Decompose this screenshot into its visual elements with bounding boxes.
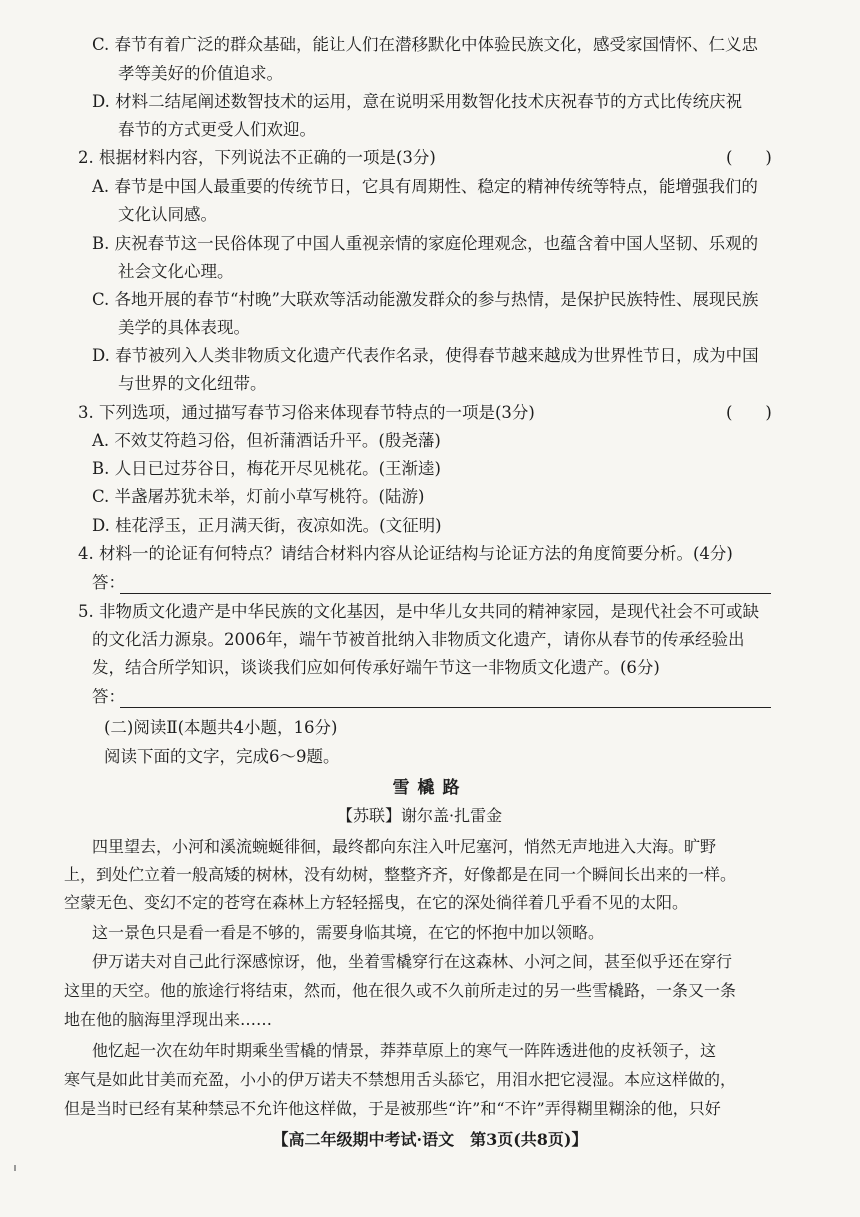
story-author: 【苏联】谢尔盖·扎雷金 bbox=[337, 806, 503, 825]
page-footer: 【高二年级期中考试·语文 第3页(共8页)】 bbox=[272, 1130, 588, 1149]
story-p3-line3: 地在他的脑海里浮现出来…… bbox=[64, 1010, 273, 1029]
q2-option-d-line1: D. 春节被列入人类非物质文化遗产代表作名录，使得春节越来越成为世界性节日，成为中国 bbox=[92, 346, 759, 365]
story-p2-line1: 这一景色只是看一看是不够的，需要身临其境，在它的怀抱中加以领略。 bbox=[92, 923, 605, 942]
q2-option-a-line1: A. 春节是中国人最重要的传统节日，它具有周期性、稳定的精神传统等特点，能增强我们的 bbox=[92, 177, 758, 196]
q5-stem-line2: 的文化活力源泉。2006年，端午节被首批纳入非物质文化遗产，请你从春节的传承经验出 bbox=[92, 630, 745, 649]
q4-stem: 4. 材料一的论证有何特点？请结合材料内容从论证结构与论证方法的角度简要分析。(4分) bbox=[78, 544, 733, 563]
section2-heading: (二)阅读Ⅱ(本题共4小题，16分) bbox=[104, 718, 338, 737]
q4-answer-label: 答： bbox=[92, 573, 125, 592]
q3-option-a: A. 不效艾符趋习俗，但祈蒲酒话升平。(殷尧藩) bbox=[92, 431, 441, 450]
q3-option-c: C. 半盏屠苏犹未举，灯前小草写桃符。(陆游) bbox=[92, 487, 425, 506]
story-p1-line1: 四里望去，小河和溪流蜿蜒徘徊，最终都向东注入叶尼塞河，悄然无声地进入大海。旷野 bbox=[92, 837, 717, 856]
q1-option-c-line2: 孝等美好的价值追求。 bbox=[118, 64, 283, 83]
q2-answer-paren: ( ) bbox=[726, 148, 772, 167]
story-p4-line1: 他忆起一次在幼年时期乘坐雪橇的情景，莽莽草原上的寒气一阵阵透进他的皮袄领子，这 bbox=[92, 1041, 717, 1060]
story-p1-line3: 空蒙无色、变幻不定的苍穹在森林上方轻轻摇曳，在它的深处徜徉着几乎看不见的太阳。 bbox=[64, 893, 689, 912]
q5-stem-line3: 发，结合所学知识，谈谈我们应如何传承好端午节这一非物质文化遗产。(6分) bbox=[92, 658, 660, 677]
q5-answer-line[interactable] bbox=[120, 707, 771, 708]
q2-option-b-line2: 社会文化心理。 bbox=[118, 262, 234, 281]
q3-option-b: B. 人日已过芬谷日，梅花开尽见桃花。(王渐逵) bbox=[92, 459, 441, 478]
q1-option-d-line2: 春节的方式更受人们欢迎。 bbox=[118, 120, 316, 139]
q2-option-d-line2: 与世界的文化纽带。 bbox=[118, 374, 267, 393]
story-p3-line1: 伊万诺夫对自己此行深感惊讶，他，坐着雪橇穿行在这森林、小河之间，甚至似乎还在穿行 bbox=[92, 952, 733, 971]
q1-option-d-line1: D. 材料二结尾阐述数智技术的运用，意在说明采用数智化技术庆祝春节的方式比传统庆祝 bbox=[92, 92, 743, 111]
story-title: 雪橇路 bbox=[392, 778, 468, 798]
story-p3-line2: 这里的天空。他的旅途行将结束，然而，他在很久或不久前所走过的另一些雪橇路，一条又一条 bbox=[64, 981, 737, 1000]
story-p4-line3: 但是当时已经有某种禁忌不允许他这样做，于是被那些“许”和“不许”弄得糊里糊涂的他，只好 bbox=[64, 1099, 721, 1118]
q3-stem: 3. 下列选项，通过描写春节习俗来体现春节特点的一项是(3分) bbox=[78, 403, 535, 422]
story-p1-line2: 上，到处伫立着一般高矮的树林，没有幼树，整整齐齐，好像都是在同一个瞬间长出来的一样。 bbox=[64, 865, 737, 884]
story-p4-line2: 寒气是如此甘美而充盈，小小的伊万诺夫不禁想用舌头舔它，用泪水把它浸湿。本应这样做的， bbox=[64, 1070, 737, 1089]
q4-answer-line[interactable] bbox=[120, 593, 771, 594]
q1-option-c-line1: C. 春节有着广泛的群众基础，能让人们在潜移默化中体验民族文化，感受家国情怀、仁义忠 bbox=[92, 35, 759, 54]
q2-option-b-line1: B. 庆祝春节这一民俗体现了中国人重视亲情的家庭伦理观念，也蕴含着中国人坚韧、乐观的 bbox=[92, 234, 759, 253]
q5-answer-label: 答： bbox=[92, 687, 125, 706]
q2-stem: 2. 根据材料内容，下列说法不正确的一项是(3分) bbox=[78, 148, 436, 167]
scan-speck bbox=[14, 1165, 16, 1171]
section2-instruction: 阅读下面的文字，完成6～9题。 bbox=[104, 747, 340, 766]
q2-option-c-line1: C. 各地开展的春节“村晚”大联欢等活动能激发群众的参与热情，是保护民族特性、展现民族 bbox=[92, 290, 759, 309]
q2-option-a-line2: 文化认同感。 bbox=[118, 205, 217, 224]
q5-stem-line1: 5. 非物质文化遗产是中华民族的文化基因，是中华儿女共同的精神家园，是现代社会不可或缺 bbox=[78, 602, 759, 621]
q3-answer-paren: ( ) bbox=[726, 403, 772, 422]
q2-option-c-line2: 美学的具体表现。 bbox=[118, 318, 250, 337]
q3-option-d: D. 桂花浮玉，正月满天街，夜凉如洗。(文征明) bbox=[92, 516, 442, 535]
